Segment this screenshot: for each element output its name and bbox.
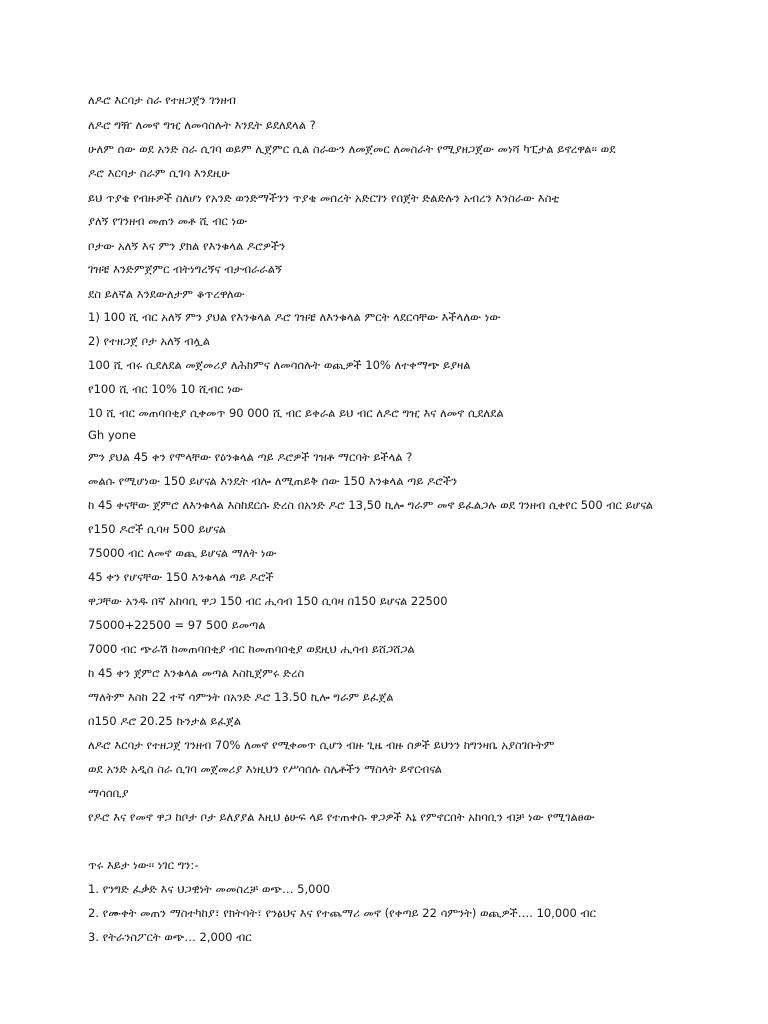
paragraph-line: የ150 ዶሮች ሲባዛ 500 ይሆናል [88,522,226,536]
paragraph-line: ማለትም እስከ 22 ተኛ ሳምንት በአንድ ዶሮ 13.50 ኪሎ ግራም ይፈጀል [88,690,394,704]
numbered-point-2: 2) የተዘጋጀ ቦታ አለኝ ብሏል [88,334,211,348]
paragraph-line: 45 ቀን የሆናቸው 150 እንቁላል ጣይ ዶሮች [88,570,274,584]
paragraph-line: ዶሮ እርባታ ስራም ሲገባ እንደዚሁ [88,166,230,180]
paragraph-line: ከ 45 ቀናቸው ጀምሮ ለእንቁላል እስከደርሱ ድረስ በአንድ ዶሮ 13,50 ኪሎ ግራም መኖ ይፈልጋሉ ወደ ገንዘብ ሲቀየር 500 ብር ይሆናል [88,498,654,512]
paragraph-line: ደስ ይለኛል እንደውለታም ቆጥረዋለው [88,287,245,301]
paragraph-line: 100 ሺ ብሩ ሲደለደል መጀመሪያ ለሕክምና ለመሳሰሉት ወጪዎች 10% ለተቀማጭ ይያዛል [88,358,471,372]
paragraph-line: ቦታው አለኝ እና ምን ያክል የእንቁላል ዶሮዎችን [88,239,286,253]
note-heading: ማሳሰቢያ [88,786,129,800]
calculation-line: 75000+22500 = 97 500 ይመጣል [88,618,266,632]
author-name: Gh yone [88,428,137,442]
paragraph-line: ዋጋቸው አንዱ በኛ አከባቢ ዋጋ 150 ብር ሒሳብ 150 ሲባዛ በ150 ይሆናል 22500 [88,594,448,608]
paragraph-line: በ150 ዶሮ 20.25 ኩንታል ይፈጀል [88,714,242,728]
paragraph-line: ወደ አንድ አዲስ ስራ ሲገባ መጀመሪያ እነዚህን የሥሳሰሉ ስሌቶችን ማስላት ይኖርብናል [88,762,442,776]
paragraph-line: ሁለም ሰው ወደ አንድ ስራ ሲገባ ወይም ሊጀምር ሲል ስራውን ለመጀመር ለመስራት የሚያዘጋጀው መነሻ ካፒታል ይኖረዋል፡፡ ወደ [88,142,616,156]
paragraph-line: ይህ ጥያቄ የብዙዎች ስለሆነ የአንድ ወንድማችንን ጥያቄ መሰረት አድርገን የበጀት ድልድሉን አብረን እንስራው እስቲ [88,191,560,205]
paragraph-line: ለዶሮ እርባታ የተዘጋጀ ገንዘብ 70% ለመኖ የሚቀመጥ ሲሆን ብዙ ጊዜ ብዙ ሰዎች ይህንን ከግንዛቤ አያስገቡትም [88,738,555,752]
paragraph-line: መልሱ የሚሆነው 150 ይሆናል እንዴት ብሎ ለሚጠይቅ ሰው 150 እንቁላል ጣይ ዶሮችን [88,474,458,488]
paragraph-line: የ100 ሺ ብር 10% 10 ሺብር ነው [88,382,243,396]
paragraph-line: ያለኝ የገንዘብ መጠን መቶ ሺ ብር ነው [88,214,248,228]
paragraph-line: ገዝቼ እንድምጀምር ብትነግረኝና ብታብራራልኝ [88,262,282,276]
document-subtitle-question: ለዶሮ ግዥ ለመኖ ግዢ ለመሳስሉት እንዴት ይደለደላል ? [88,118,316,132]
paragraph-line: 10 ሺ ብር መጠባበቂያ ሲቀመጥ 90 000 ሺ ብር ይቀራል ይህ ብር ለዶሮ ግዢ እና ለመኖ ሲደለደል [88,406,504,420]
paragraph-line: 7000 ብር ጭራሽ ከመጠባበቂያ ብር ከመጠባበቂያ ወደዚህ ሒሳብ ይሸጋሸጋል [88,642,415,656]
paragraph-line: 75000 ብር ለመኖ ወጪ ይሆናል ማለት ነው [88,546,277,560]
document-title: ለዶሮ እርባታ ስራ የተዘጋጀን ገንዘብ [88,93,236,107]
comment-heading: ጥሩ እይታ ነው፡፡ ነገር ግን:- [88,858,199,872]
note-line: የዶሮ እና የመኖ ዋጋ ከቦታ ቦታ ይለያያል እዚህ ፅሁፍ ላይ የተጠቀሱ ዋጋዎች እኔ የምኖርበት አከባቢን ብቻ ነው የሚገልፀው [88,810,595,824]
cost-item-3: 3. የትራንስፖርት ወጭ… 2,000 ብር [88,930,252,944]
paragraph-line: ምን ያህል 45 ቀን የሞላቸው የዕንቁላል ጣይ ዶሮዎች ገዝቶ ማርባት ይችላል ? [88,450,413,464]
paragraph-line: ከ 45 ቀን ጀምሮ እንቁላል መጣል እስኪጀምሩ ድረስ [88,666,305,680]
cost-item-2: 2. የሙቀት መጠን ማስተካከያ፣ የክትባት፣ የንፅህና እና የተጨማሪ መኖ (የቀጣይ 22 ሳምንት) ወጪዎች…. 10,000 ብር [88,906,596,920]
numbered-point-1: 1) 100 ሺ ብር አለኝ ምን ያህል የእንቁላል ዶሮ ገዝቼ ለእንቁላል ምርት ላደርሳቸው እችላለው ነው [88,310,501,324]
cost-item-1: 1. የንግድ ፈቃድ እና ህጋዊነት መመስረቻ ወጭ… 5,000 [88,882,331,896]
